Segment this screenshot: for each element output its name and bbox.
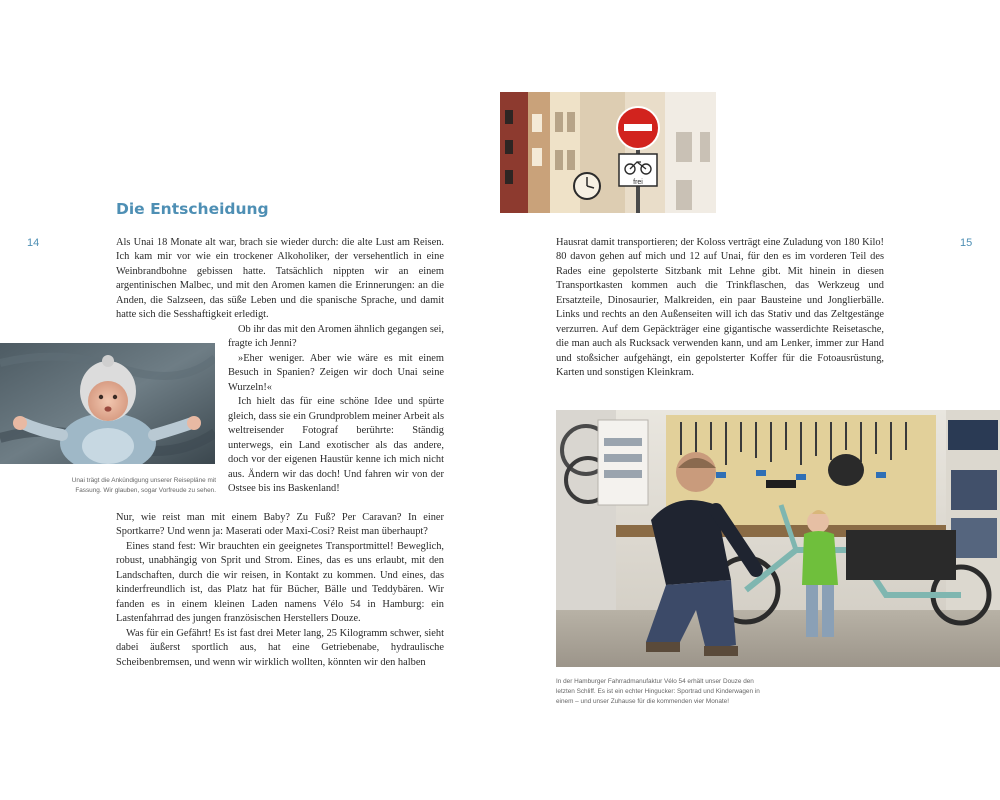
baby-photo-image — [0, 343, 215, 464]
paragraph-transport: Eines stand fest: Wir brauchten ein geeignetes Transportmittel! Beweglich, robust, unabhängig von Sprit und Strom. Eines, das es uns erlaubt, mit den Landschaften, durch die wir reisen, in Kontakt zu kommen. Und eines, das kinderfreundlich ist, das Platz hat für Bücher, Bälle und Teddybären. Wir fanden es in einem kleinen Laden namens Vélo 54 in Hamburg: ein Lastenfahrrad des jungen französischen Herstellers Douze. — [116, 540, 444, 625]
paragraph-idea: Ich hielt das für eine schöne Idee und spürte gleich, dass sie ein Grundproblem meiner Arbeit als weltreisender Fotograf berührte: Ständig unterwegs, ein Land exotischer als das andere, doch vor der eigenen Haustür kenne ich mich nicht aus. Ändern wir das doch! Und fahren wir von der Ostsee bis ins Baskenland! — [228, 396, 444, 494]
paragraph-vehicle: Was für ein Gefährt! Es ist fast drei Meter lang, 25 Kilogramm schwer, sieht dabei äußerst sportlich aus, hat eine Getriebenabe, hydraulische Scheibenbremsen, und wenn wir wirklich wollten, könnten wir den halben — [116, 627, 444, 668]
workshop-photo-caption: In der Hamburger Fahrradmanufaktur Vélo 54 erhält unser Douze den letzten Schliff. Es ist ein echter Hingucker: Sportrad und Kinderwagen in einem – und unser Zuhause für die kommenden vier Monate! — [556, 678, 760, 705]
paragraph-how-to-travel: Nur, wie reist man mit einem Baby? Zu Fuß? Per Caravan? In einer Sportkarre? Und wenn ja: Maserati oder Maxi-Cosi? Reist man überhaupt? — [116, 512, 444, 538]
workshop-photo — [556, 410, 1000, 667]
street-sign-image — [500, 92, 716, 213]
page-number-right: 15 — [960, 237, 973, 249]
paragraph-intro: Als Unai 18 Monate alt war, brach sie wieder durch: die alte Lust am Reisen. Ich kam mir vor wie ein trockener Alkoholiker, der versehentlich in eine Weinbrandbohne gebissen hatte. Tatsächlich nippten wir an einem argentinischen Malbec, und mit den Aromen kamen die Erinnerungen: an die Anden, die Salzseen, das süße Leben und die spanische Sprache, und damit hatte sich die Sesshaftigkeit erledigt. — [116, 237, 444, 321]
dialogue-column — [228, 323, 444, 496]
text-block-journey — [116, 511, 444, 670]
paragraph-question: Ob ihr das mit den Aromen ähnlich gegangen sei, fragte ich Jenni? — [228, 324, 444, 350]
paragraph-cargo: Hausrat damit transportieren; der Koloss verträgt eine Zuladung von 180 Kilo! 80 davon gehen auf mich und 12 auf Unai, für den es im vorderen Teil des Rades eine gepolsterte Sitzbank mit Lehne gibt. Mit hinein in diesen Transportkasten kommen auch die Trinkflaschen, das Werkzeug und Ersatzteile, Dinosaurier, Malkreiden, ein paar Bausteine und Jonglierbälle. Links und rechts an den Außenseiten will ich das Stativ und das Zeltgestänge verzurren. Auf dem Gepäckträger eine gigantische wasserdichte Reisetasche, die man auch als Rucksack verwenden kann, und am Lenker, immer zur Hand und stoßsicher aufgehängt, ein gepolsterter Koffer für die Fotoausrüstung, Karten und sonstigen Kleinkram. — [556, 237, 884, 379]
baby-photo — [0, 343, 215, 464]
baby-photo-caption: Unai trägt die Ankündigung unserer Reisepläne mit Fassung. Wir glauben, sogar Vorfreude zu sehen. — [71, 477, 216, 494]
sign-label: frei — [633, 179, 643, 186]
page-number-left: 14 — [27, 237, 40, 249]
workshop-image — [556, 410, 1000, 667]
section-heading: Die Entscheidung — [116, 200, 269, 218]
street-sign-photo — [500, 92, 716, 213]
paragraph-reply: »Eher weniger. Aber wie wäre es mit einem Besuch in Spanien? Zeigen wir doch Unai seine Wurzeln!« — [228, 352, 444, 393]
